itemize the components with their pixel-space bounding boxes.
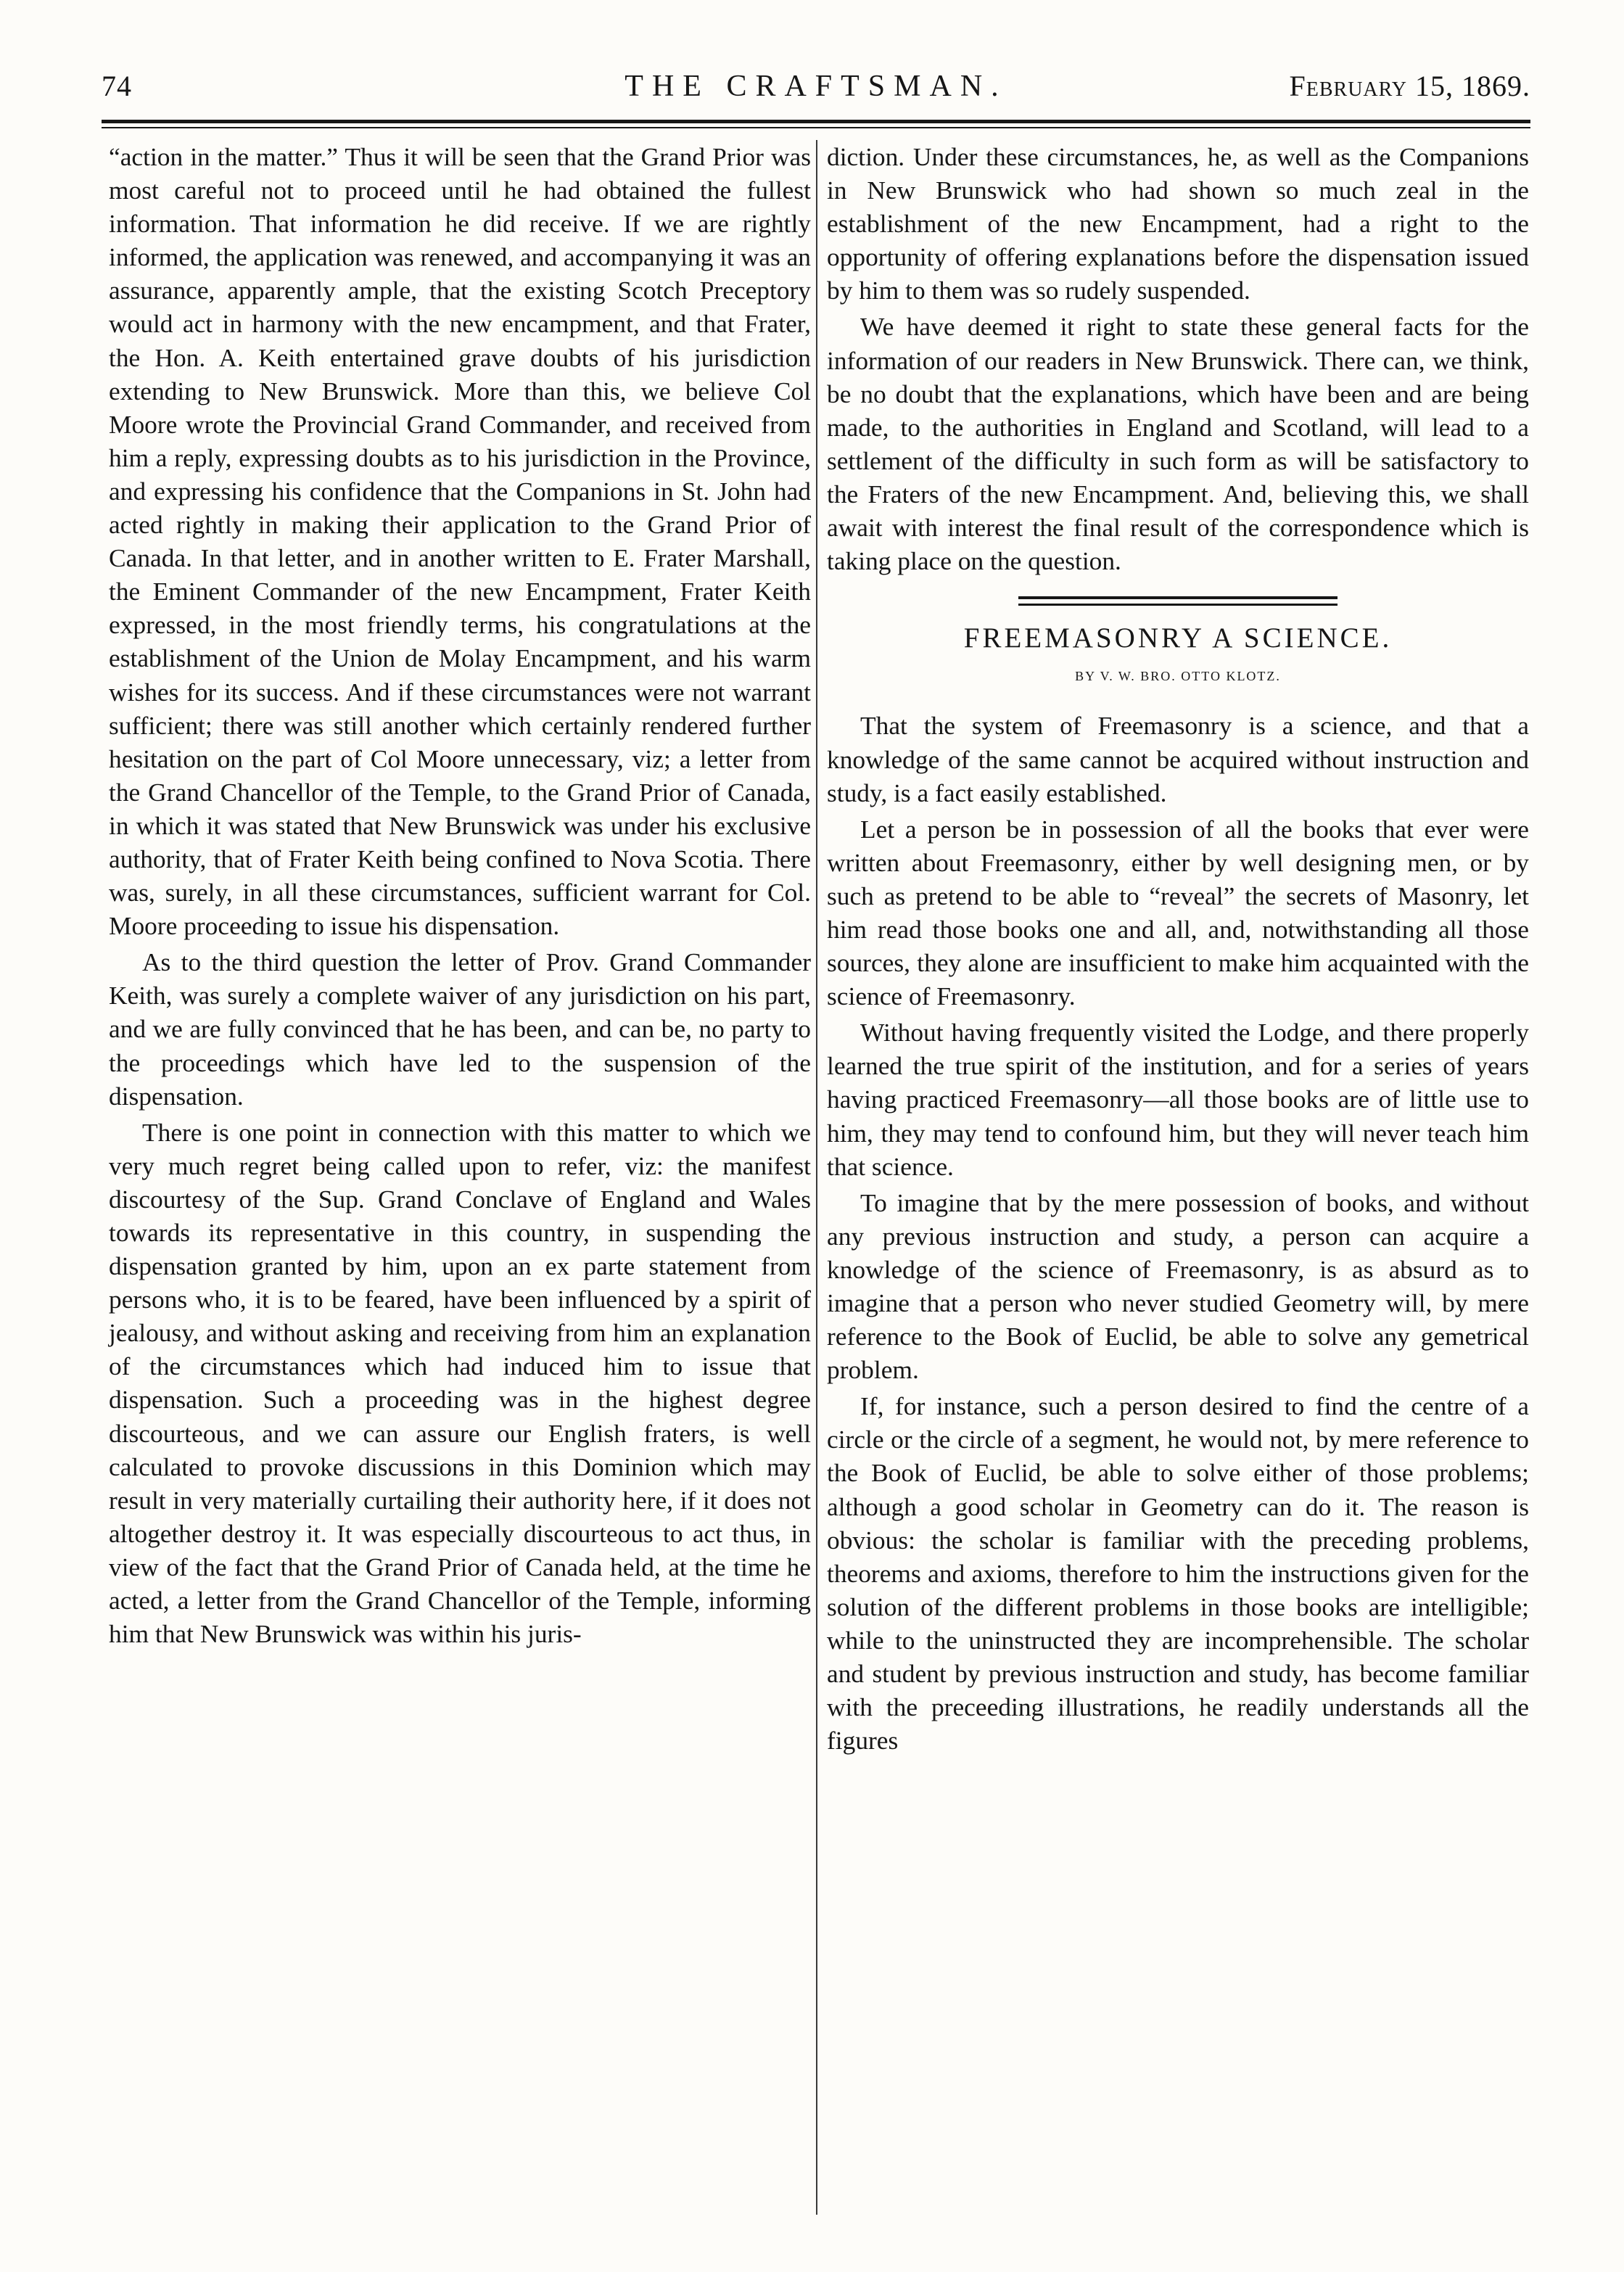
- paragraph: That the system of Freemasonry is a science, and that a knowledge of the same cannot be acquired without instruction and study, is a fact easily established.: [827, 711, 1529, 807]
- paragraph: “action in the matter.” Thus it will be seen that the Grand Prior was most careful not to proceed until he had obtained the fullest information. That information he did receive. If we are rightly informed, the application was renewed, and accompanying it was an assurance, apparently ample, that the existing Scotch Preceptory would act in harmony with the new encampment, and that Frater, the Hon. A. Keith entertained grave doubts of his jurisdiction extending to New Brunswick. More than this, we believe Col Moore wrote the Provincial Grand Commander, and received from him a reply, expressing doubts as to his jurisdiction in the Province, and expressing his confidence that the Companions in St. John had acted rightly in making their application to the Grand Prior of Canada. In that letter, and in another written to E. Frater Marshall, the Eminent Commander of the new Encampment, Frater Keith expressed, in the most friendly terms, his congratulations at the establishment of the Union de Molay Encampment, and his warm wishes for its success. And if these circumstances were not warrant sufficient; there was still another which certainly rendered further hesitation on the part of Col Moore unnecessary, viz; a letter from the Grand Chancellor of the Temple, to the Grand Prior of Canada, in which it was stated that New Brunswick was under his exclusive authority, that of Frater Keith being confined to Nova Scotia. There was, surely, in all these circumstances, sufficient warrant for Col. Moore proceeding to issue his dispensation.: [109, 142, 811, 941]
- page-number: 74: [102, 70, 132, 102]
- paragraph: If, for instance, such a person desired to find the centre of a circle or the circle of a segment, he would not, by mere reference to the Book of Euclid, be able to solve either of those problems; although a good scholar in Geometry can do it. The reason is obvious: the scholar is familiar with the preceding problems, theorems and axioms, therefore to him the instructions given for the solution of the different problems in those books are intelligible; while to the uninstructed they are incomprehensible. The scholar and student by previous instruction and study, has become familiar with the preceeding illustrations, he readily understands all the figures: [827, 1391, 1529, 1756]
- header-rule-thick: [102, 120, 1530, 123]
- article-byline: BY V. W. BRO. OTTO KLOTZ.: [1075, 669, 1281, 684]
- newspaper-page: [102, 69, 1530, 2231]
- column-divider: [816, 140, 817, 2215]
- paragraph: To imagine that by the mere possession of books, and without any previous instruction and study, a person can acquire a knowledge of the science of Freemasonry, is as absurd as to imagine that a person who never studied Geometry will, by mere reference to the Book of Euclid, be able to solve any gemetrical problem.: [827, 1188, 1529, 1385]
- paragraph: We have deemed it right to state these general facts for the information of our readers in New Brunswick. There can, we think, be no doubt that the explanations, which have been and are being made, to the authorities in England and Scotland, will lead to a settlement of the difficulty in such form as will be satisfactory to the Fraters of the new Encampment. And, believing this, we shall await with interest the final result of the correspondence which is taking place on the question.: [827, 312, 1529, 576]
- section-rule: [1018, 596, 1337, 599]
- right-column: [827, 140, 1529, 1760]
- header-rule-thin: [102, 127, 1530, 128]
- section-rule: [1018, 604, 1337, 606]
- paragraph: There is one point in connection with this matter to which we very much regret being called upon to refer, viz: the manifest discourtesy of the Sup. Grand Conclave of England and Wales towards its representative in this country, in suspending the dispensation granted by him, upon an ex parte statement from persons who, it is to be feared, have been influenced by a spirit of jealousy, and without asking and receiving from him an explanation of the circumstances which had induced him to issue that dispensation. Such a proceeding was in the highest degree discourteous, and we can assure our English fraters, is well calculated to provoke discussions in this Dominion which may result in very materially curtailing their authority here, if it does not altogether destroy it. It was especially discourteous to act thus, in view of the fact that the Grand Prior of Canada held, at the time he acted, a letter from the Grand Chancellor of the Temple, informing him that New Brunswick was within his juris-: [109, 1117, 811, 1649]
- section-heading: FREEMASONRY A SCIENCE.: [963, 622, 1393, 654]
- page-header: [102, 69, 1530, 112]
- issue-date: February 15, 1869.: [1289, 70, 1530, 102]
- paragraph: diction. Under these circumstances, he, as well as the Companions in New Brunswick who had shown so much zeal in the establishment of the new Encampment, had a right to the opportunity of offering explanations before the dispensation issued by him to them was so rudely suspended.: [827, 142, 1529, 305]
- left-column: [109, 140, 811, 1653]
- paragraph: As to the third question the letter of Prov. Grand Commander Keith, was surely a complete waiver of any jurisdiction on his part, and we are fully convinced that he has been, and can be, no party to the proceedings which have led to the suspension of the dispensation.: [109, 947, 811, 1111]
- publication-title: THE CRAFTSMAN.: [625, 70, 1007, 103]
- paragraph: Let a person be in possession of all the books that ever were written about Freemasonry, either by well designing men, or by such as pretend to be able to “reveal” the secrets of Masonry, let him read those books one and all, and, notwithstanding all those sources, they alone are insufficient to make him acquainted with the science of Freemasonry.: [827, 814, 1529, 1011]
- paragraph: Without having frequently visited the Lodge, and there properly learned the true spirit of the institution, and for a series of years having practiced Freemasonry—all those books are of little use to him, they may tend to confound him, but they will never teach him that science.: [827, 1018, 1529, 1181]
